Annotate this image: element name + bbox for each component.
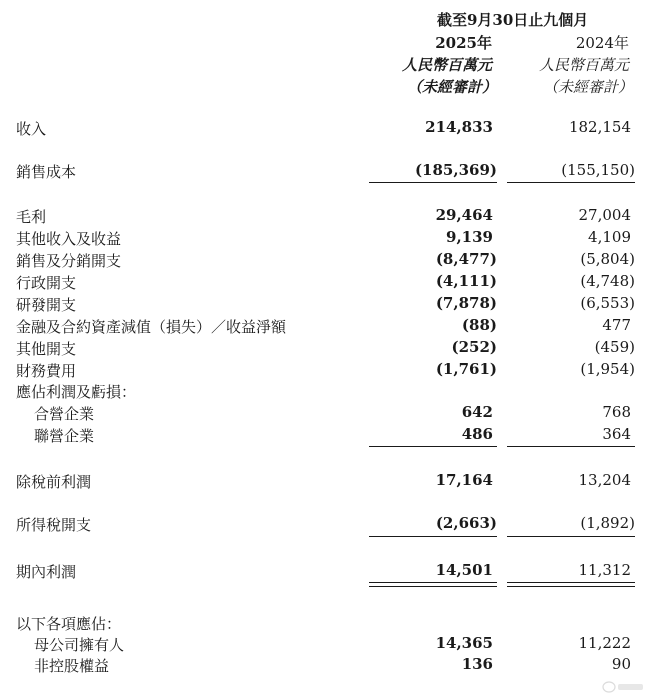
share-of-results-label: 應佔利潤及虧損： xyxy=(16,383,137,401)
period-heading: 截至9月30日止九個月 xyxy=(437,11,589,29)
income-tax-2024: (1,892) xyxy=(580,514,635,532)
revenue-2024: 182,154 xyxy=(568,118,631,136)
gross-profit-label: 毛利 xyxy=(16,208,47,226)
profit-for-period-2024: 11,312 xyxy=(578,561,631,579)
other-expenses-2025: (252) xyxy=(451,338,497,356)
other-income-2024: 4,109 xyxy=(588,228,631,246)
finance-costs-label: 財務費用 xyxy=(16,362,77,380)
subtotal-rule-2025 xyxy=(369,536,497,537)
revenue-2025: 214,833 xyxy=(425,118,493,136)
admin-expenses-2025: (4,111) xyxy=(435,272,497,290)
impairment-label: 金融及合約資產減值（損失）／收益淨額 xyxy=(16,318,287,336)
total-double-rule-2025-bottom xyxy=(369,586,497,587)
admin-expenses-label: 行政開支 xyxy=(16,274,77,292)
non-controlling-2024: 90 xyxy=(611,655,631,673)
selling-expenses-2025: (8,477) xyxy=(435,250,497,268)
subtotal-rule-2024 xyxy=(507,446,635,447)
unit-2025-heading: 人民幣百萬元 xyxy=(401,56,492,74)
profit-before-tax-2025: 17,164 xyxy=(435,471,493,489)
admin-expenses-2024: (4,748) xyxy=(580,272,635,290)
owners-of-parent-2024: 11,222 xyxy=(578,634,631,652)
selling-expenses-2024: (5,804) xyxy=(580,250,635,268)
impairment-2024: 477 xyxy=(602,316,631,334)
rd-expenses-2024: (6,553) xyxy=(580,294,635,312)
impairment-2025: (88) xyxy=(461,316,497,334)
associates-label: 聯營企業 xyxy=(34,427,95,445)
profit-for-period-2025: 14,501 xyxy=(435,561,493,579)
cost-of-sales-2025: (185,369) xyxy=(414,161,497,179)
other-expenses-label: 其他開支 xyxy=(16,340,77,358)
unit-2024-heading: 人民幣百萬元 xyxy=(538,56,629,74)
cost-of-sales-label: 銷售成本 xyxy=(16,163,77,181)
total-double-rule-2024-top xyxy=(507,582,635,583)
finance-costs-2025: (1,761) xyxy=(435,360,497,378)
gross-profit-2025: 29,464 xyxy=(435,206,493,224)
non-controlling-label: 非控股權益 xyxy=(34,657,110,675)
watermark-icon xyxy=(601,679,645,695)
subtotal-rule-2025 xyxy=(369,182,497,183)
cost-of-sales-2024: (155,150) xyxy=(561,161,635,179)
profit-before-tax-label: 除稅前利潤 xyxy=(16,473,92,491)
audit-2025-heading: （未經審計） xyxy=(406,78,497,96)
income-tax-2025: (2,663) xyxy=(435,514,497,532)
gross-profit-2024: 27,004 xyxy=(578,206,631,224)
attributable-to-label: 以下各項應佔： xyxy=(16,615,122,633)
rd-expenses-2025: (7,878) xyxy=(435,294,497,312)
subtotal-rule-2025 xyxy=(369,446,497,447)
finance-costs-2024: (1,954) xyxy=(580,360,635,378)
subtotal-rule-2024 xyxy=(507,182,635,183)
subtotal-rule-2024 xyxy=(507,536,635,537)
associates-2025: 486 xyxy=(461,425,493,443)
audit-2024-heading: （未經審計） xyxy=(542,78,633,96)
non-controlling-2025: 136 xyxy=(461,655,493,673)
revenue-label: 收入 xyxy=(16,120,47,138)
joint-ventures-2024: 768 xyxy=(602,403,631,421)
selling-expenses-label: 銷售及分銷開支 xyxy=(16,252,122,270)
other-income-2025: 9,139 xyxy=(446,228,493,246)
owners-of-parent-2025: 14,365 xyxy=(435,634,493,652)
joint-ventures-2025: 642 xyxy=(461,403,493,421)
rd-expenses-label: 研發開支 xyxy=(16,296,77,314)
owners-of-parent-label: 母公司擁有人 xyxy=(34,636,125,654)
year-2025-heading: 2025年 xyxy=(435,34,492,52)
associates-2024: 364 xyxy=(602,425,631,443)
profit-for-period-label: 期內利潤 xyxy=(16,563,77,581)
year-2024-heading: 2024年 xyxy=(575,34,629,52)
income-tax-label: 所得稅開支 xyxy=(16,516,92,534)
joint-ventures-label: 合營企業 xyxy=(34,405,95,423)
total-double-rule-2024-bottom xyxy=(507,586,635,587)
other-expenses-2024: (459) xyxy=(594,338,635,356)
total-double-rule-2025-top xyxy=(369,582,497,583)
other-income-label: 其他收入及收益 xyxy=(16,230,122,248)
profit-before-tax-2024: 13,204 xyxy=(578,471,631,489)
